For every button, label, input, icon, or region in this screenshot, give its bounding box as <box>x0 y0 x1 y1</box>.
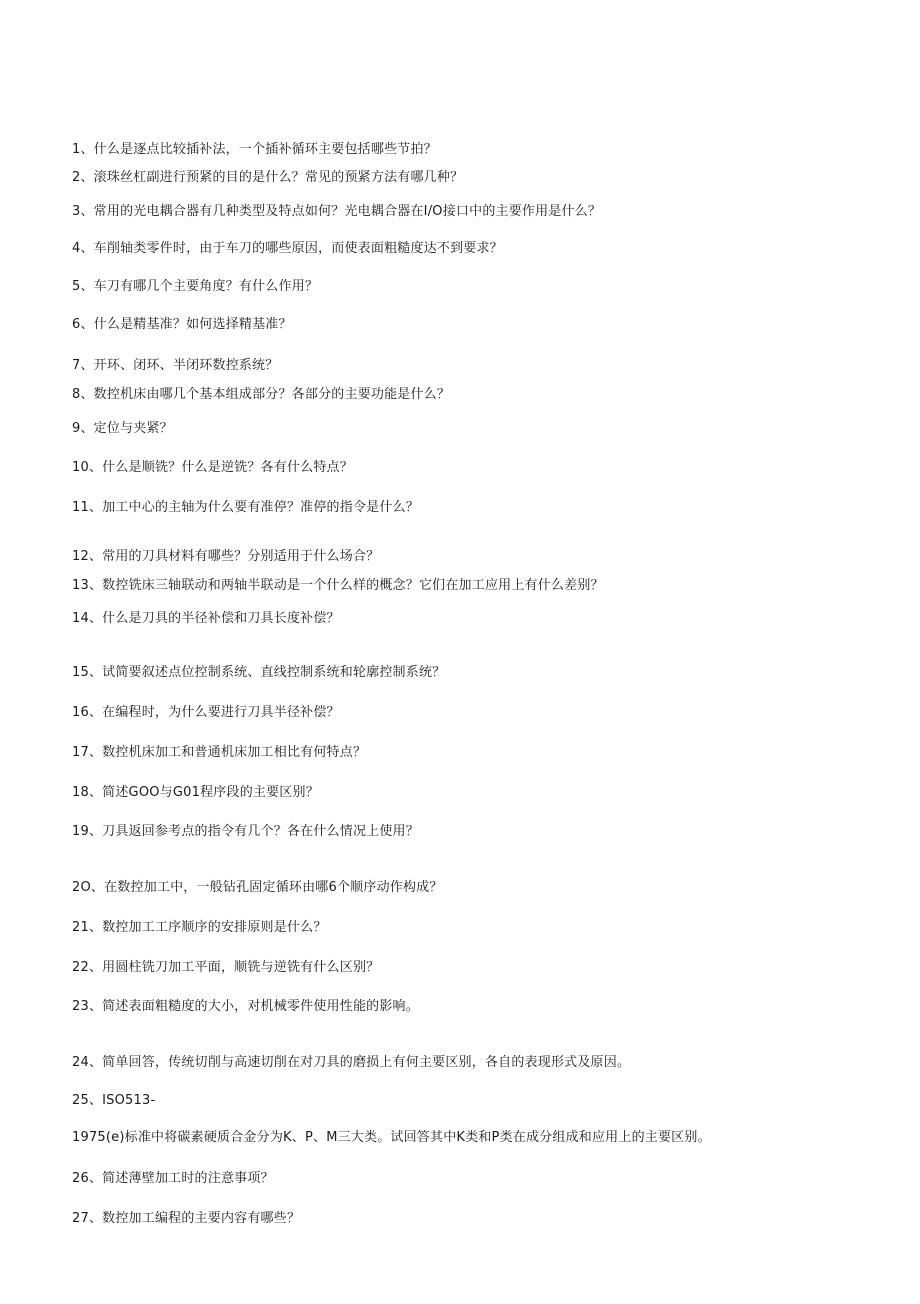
question-16: 16、在编程时，为什么要进行刀具半径补偿？ <box>72 705 340 720</box>
question-15: 15、试简要叙述点位控制系统、直线控制系统和轮廓控制系统？ <box>72 665 446 680</box>
question-5: 5、车刀有哪几个主要角度？有什么作用？ <box>72 279 319 294</box>
question-3: 3、常用的光电耦合器有几种类型及特点如何？光电耦合器在I/O接口中的主要作用是什么？ <box>72 204 602 219</box>
question-25-line-2: 1975(e)标准中将碳素硬质合金分为K、P、M三大类。试回答其中K类和P类在成分组成和应用上的主要区别。 <box>72 1130 711 1145</box>
question-11: 11、加工中心的主轴为什么要有准停？准停的指令是什么？ <box>72 500 419 515</box>
question-12: 12、常用的刀具材料有哪些？分别适用于什么场合？ <box>72 549 380 564</box>
question-2: 2、滚珠丝杠副进行预紧的目的是什么？常见的预紧方法有哪几种？ <box>72 170 464 185</box>
question-1: 1、什么是逐点比较插补法，一个插补循环主要包括哪些节拍？ <box>72 142 437 157</box>
question-21: 21、数控加工工序顺序的安排原则是什么？ <box>72 920 327 935</box>
question-24: 24、简单回答，传统切削与高速切削在对刀具的磨损上有何主要区别，各自的表现形式及原因。 <box>72 1055 631 1070</box>
question-9: 9、定位与夹紧？ <box>72 421 173 436</box>
question-6: 6、什么是精基准？如何选择精基准？ <box>72 317 292 332</box>
question-10: 10、什么是顺铣？什么是逆铣？各有什么特点？ <box>72 460 353 475</box>
question-20: 2O、在数控加工中，一般钻孔固定循环由哪6个顺序动作构成？ <box>72 880 443 895</box>
question-19: 19、刀具返回参考点的指令有几个？各在什么情况上使用？ <box>72 824 419 839</box>
question-22: 22、用圆柱铣刀加工平面，顺铣与逆铣有什么区别？ <box>72 960 380 975</box>
question-18: 18、简述GOO与G01程序段的主要区别？ <box>72 785 319 800</box>
question-4: 4、车削轴类零件时，由于车刀的哪些原因，而使表面粗糙度达不到要求？ <box>72 241 503 256</box>
question-23: 23、简述表面粗糙度的大小，对机械零件使用性能的影响。 <box>72 999 419 1014</box>
question-27: 27、数控加工编程的主要内容有哪些？ <box>72 1211 301 1226</box>
question-26: 26、简述薄壁加工时的注意事项？ <box>72 1171 274 1186</box>
question-13: 13、数控铣床三轴联动和两轴半联动是一个什么样的概念？它们在加工应用上有什么差别？ <box>72 578 604 593</box>
question-14: 14、什么是刀具的半径补偿和刀具长度补偿？ <box>72 611 340 626</box>
question-25-line-1: 25、ISO513- <box>72 1093 156 1108</box>
question-17: 17、数控机床加工和普通机床加工相比有何特点？ <box>72 745 367 760</box>
question-7: 7、开环、闭环、半闭环数控系统？ <box>72 358 279 373</box>
question-8: 8、数控机床由哪几个基本组成部分？各部分的主要功能是什么？ <box>72 387 451 402</box>
